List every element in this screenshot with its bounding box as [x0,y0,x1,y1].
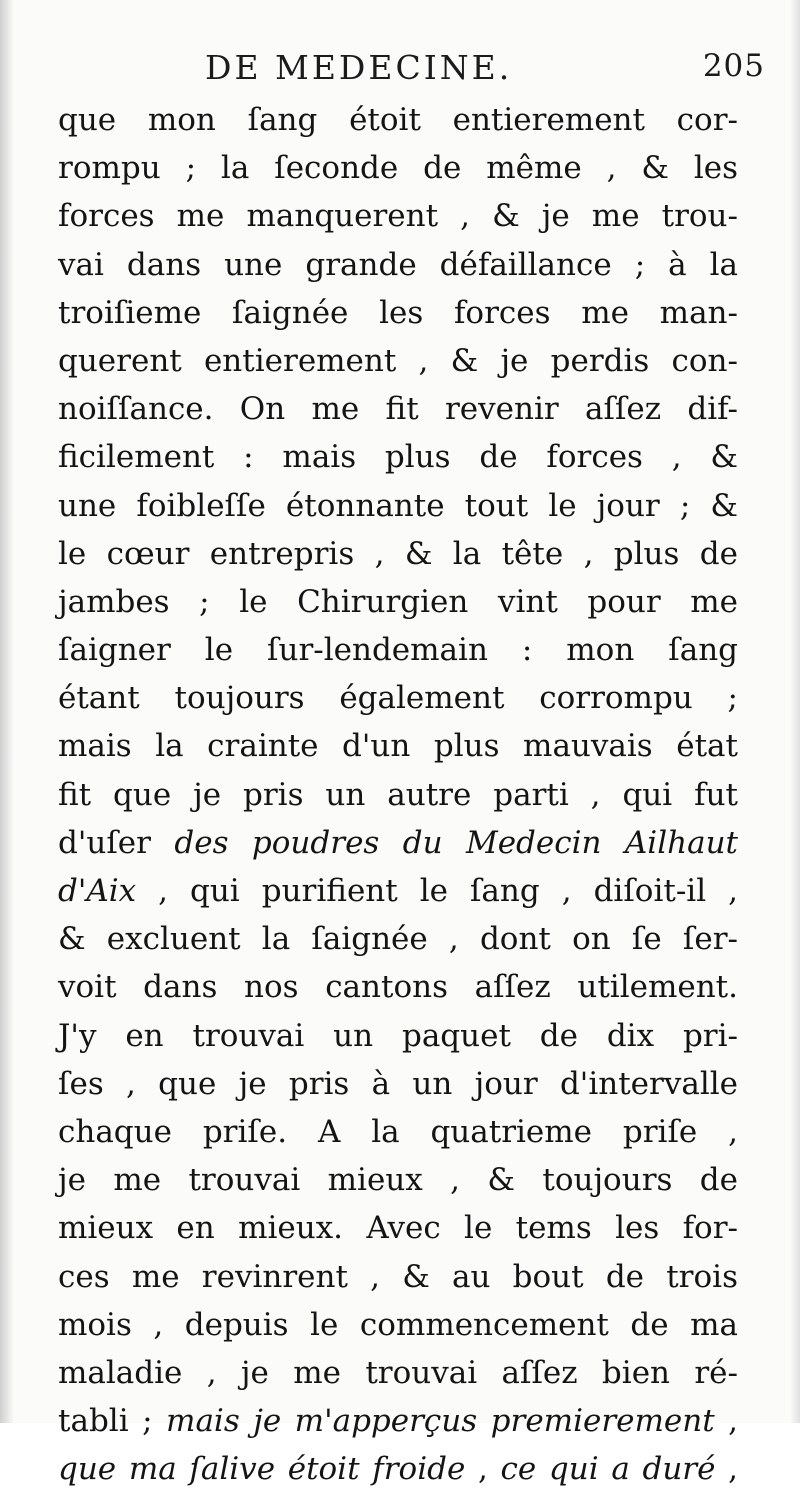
text-line [58,915,738,963]
text-line [58,963,738,1011]
text-segment: troiſieme ſaignée les forces me man- [58,294,738,331]
text-segment: jambes ; le Chirurgien vint pour me [58,583,738,620]
text-segment: je me trouvai mieux , & toujours de [58,1162,738,1199]
text-segment: , [465,1451,501,1488]
text-segment: une foibleſſe étonnante tout le jour ; & [58,487,738,524]
text-segment: noiſſance. On me fit revenir aſſez dif- [58,391,738,428]
text-segment: querent entierement , & je perdis con- [58,342,738,379]
text-segment: ficilement : mais plus de forces , & [58,439,738,476]
italic-text-segment: que ma ſalive étoit froide [58,1451,466,1488]
italic-text-segment: mais je m'apperçus premierement [166,1403,715,1440]
text-line [58,578,738,626]
text-line [58,819,738,867]
text-segment: & excluent la ſaignée , dont on ſe ſer- [58,921,738,958]
text-line [58,1108,738,1156]
text-line [58,433,738,481]
page-body-text [58,96,738,1493]
text-segment: , [715,1451,739,1488]
text-segment: ces me revinrent , & au bout de trois [58,1258,738,1295]
text-segment: ſaigner le ſur-lendemain : mon ſang [58,632,738,669]
text-segment: que mon ſang étoit entierement cor- [58,102,738,138]
page-edge-shadow [790,0,800,1423]
text-segment: J'y en trouvai un paquet de dix pri- [58,1017,738,1054]
text-line [58,1397,738,1445]
page-header [205,48,765,98]
text-line [58,482,738,530]
text-segment: ſes , que je pris à un jour d'intervalle [58,1065,738,1102]
text-line [58,385,738,433]
text-line [58,626,738,674]
text-line [58,241,738,289]
text-segment: forces me manquerent , & je me trou- [58,198,738,235]
text-line [58,722,738,770]
text-segment: mois , depuis le commencement de ma [58,1306,738,1343]
page-number: 205 [702,48,765,84]
italic-text-segment: des poudres du Medecin Ailhaut [174,824,739,861]
text-segment: maladie , je me trouvai aſſez bien ré- [58,1354,738,1391]
text-line [58,1012,738,1060]
text-line [58,1301,738,1349]
text-line [58,1253,738,1301]
text-segment: rompu ; la ſeconde de même , & les [58,150,738,187]
text-segment: chaque priſe. A la quatrieme priſe , [58,1113,738,1150]
text-line [58,1060,738,1108]
text-segment: vai dans une grande défaillance ; à la [58,246,738,283]
text-segment: voit dans nos cantons aſſez utilement. [58,969,738,1006]
text-line [58,144,738,192]
text-line [58,96,738,144]
text-line [58,1349,738,1397]
text-segment: d'uſer [58,824,175,861]
text-line [58,771,738,819]
text-line [58,289,738,337]
text-segment: le cœur entrepris , & la tête , plus de [58,535,738,572]
italic-text-segment: ce qui a duré [500,1451,716,1488]
text-segment: mais la crainte d'un plus mauvais état [58,728,738,765]
text-line [58,1204,738,1252]
text-segment: , qui purifient le ſang , diſoit-il , [136,873,738,909]
text-segment: fit que je pris un autre parti , qui fut [58,776,738,813]
text-line [58,1156,738,1204]
text-segment: mieux en mieux. Avec le tems les for- [58,1210,738,1247]
text-line [58,1445,738,1493]
text-line [58,337,738,385]
text-segment: , [714,1403,738,1440]
text-line [58,192,738,240]
text-line [58,530,738,578]
text-segment: étant toujours également corrompu ; [58,680,738,717]
italic-text-segment: d'Aix [58,873,137,909]
text-segment: tabli ; [58,1403,167,1440]
text-line [58,867,738,915]
text-line [58,674,738,722]
page-gutter-shadow [0,0,14,1423]
running-head: DE MEDECINE. [205,48,513,87]
